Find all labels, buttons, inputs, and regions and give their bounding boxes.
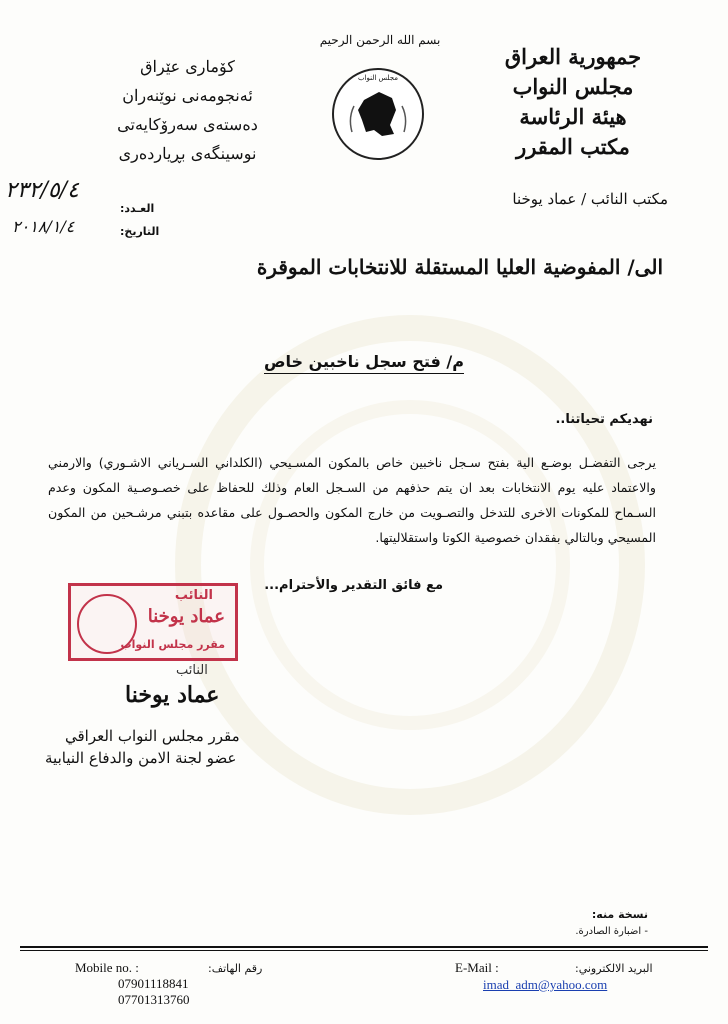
closing: مع فائق التقدير والأحترام... — [264, 578, 443, 593]
footer-divider-thin — [20, 950, 708, 951]
phone-number-1: 07901118841 — [118, 976, 189, 991]
letterhead-line: نوسینگەی بڕیاردەری — [118, 144, 257, 163]
letterhead-line: هيئة الرئاسة — [519, 104, 627, 129]
letterhead-line: دەستەی سەرۆکایەتی — [117, 115, 258, 134]
office-line: مكتب النائب / عماد يوخنا — [512, 190, 668, 208]
parliament-emblem-icon — [332, 68, 424, 160]
bismillah: بسم الله الرحمن الرحيم — [319, 33, 441, 47]
emblem-label: مجلس النواب — [357, 74, 399, 82]
copies-heading: نسخة منه: — [591, 908, 648, 921]
letterhead-line: مكتب المقرر — [516, 134, 630, 159]
signature-title: النائب — [176, 663, 208, 678]
email-label: E-Mail : — [455, 960, 499, 975]
official-stamp — [68, 583, 238, 661]
subject-text: م/ فتح سجل ناخبين خاص — [264, 352, 464, 374]
phone-label-ar: رقم الهاتف: — [208, 962, 263, 975]
signature-name: عماد يوخنا — [125, 682, 220, 708]
letterhead-line: ئەنجومەنی نوێنەران — [122, 86, 253, 105]
stamp-name: عماد يوخنا — [147, 606, 225, 627]
number-value: ٢٣٢/٥/٤ — [5, 178, 79, 203]
signature-committee: عضو لجنة الامن والدفاع النيابية — [45, 749, 237, 767]
addressee: الى/ المفوضية العليا المستقلة للانتخابات الموقرة — [256, 255, 663, 279]
email-link[interactable]: imad_adm@yahoo.com — [483, 977, 608, 992]
signature-position: مقرر مجلس النواب العراقي — [65, 727, 240, 745]
greeting: نهديكم تحياتنا.. — [555, 412, 653, 427]
footer-divider — [20, 946, 708, 948]
subject — [0, 352, 728, 371]
letterhead-kurdish — [75, 52, 300, 168]
date-label: التاريخ: — [120, 225, 160, 238]
letterhead-arabic — [473, 42, 673, 162]
stamp-title: النائب — [174, 588, 213, 603]
date-value: ٢٠١٨/١/٤ — [12, 217, 75, 236]
letterhead-line: كۆماری عێراق — [140, 57, 235, 76]
copies-item: - اضبارة الصادرة. — [575, 926, 648, 937]
letterhead-line: مجلس النواب — [512, 74, 634, 99]
letterhead-line: جمهورية العراق — [504, 44, 642, 69]
number-label: العـدد: — [120, 202, 155, 215]
stamp-role: مقرر مجلس النواب — [120, 638, 225, 651]
email-label-ar: البريد الالكتروني: — [575, 962, 653, 975]
letter-body: يرجى التفضـل بوضـع الية بفتح سـجل ناخبين خاص بالمكون المسـيحي (الكلداني السـرياني الاشـوري) والارمني والاعتماد عليه يوم الانتخابات بعد ان يتم حذفهم من السـجل العام وذلك للحفاظ على خصـوصـية المكون وعدم السـماح للمكونات الاخرى للتدخل والتصـويت من خارج المكون والحصـول على مقاعده بتبني مرشـحين من المكون المسيحي وبالتالي بفقدان خصوصية الكوتا واستقلاليتها. — [48, 455, 656, 545]
mobile-label: Mobile no. : — [75, 960, 139, 975]
phone-number-2: 07701313760 — [118, 992, 190, 1007]
